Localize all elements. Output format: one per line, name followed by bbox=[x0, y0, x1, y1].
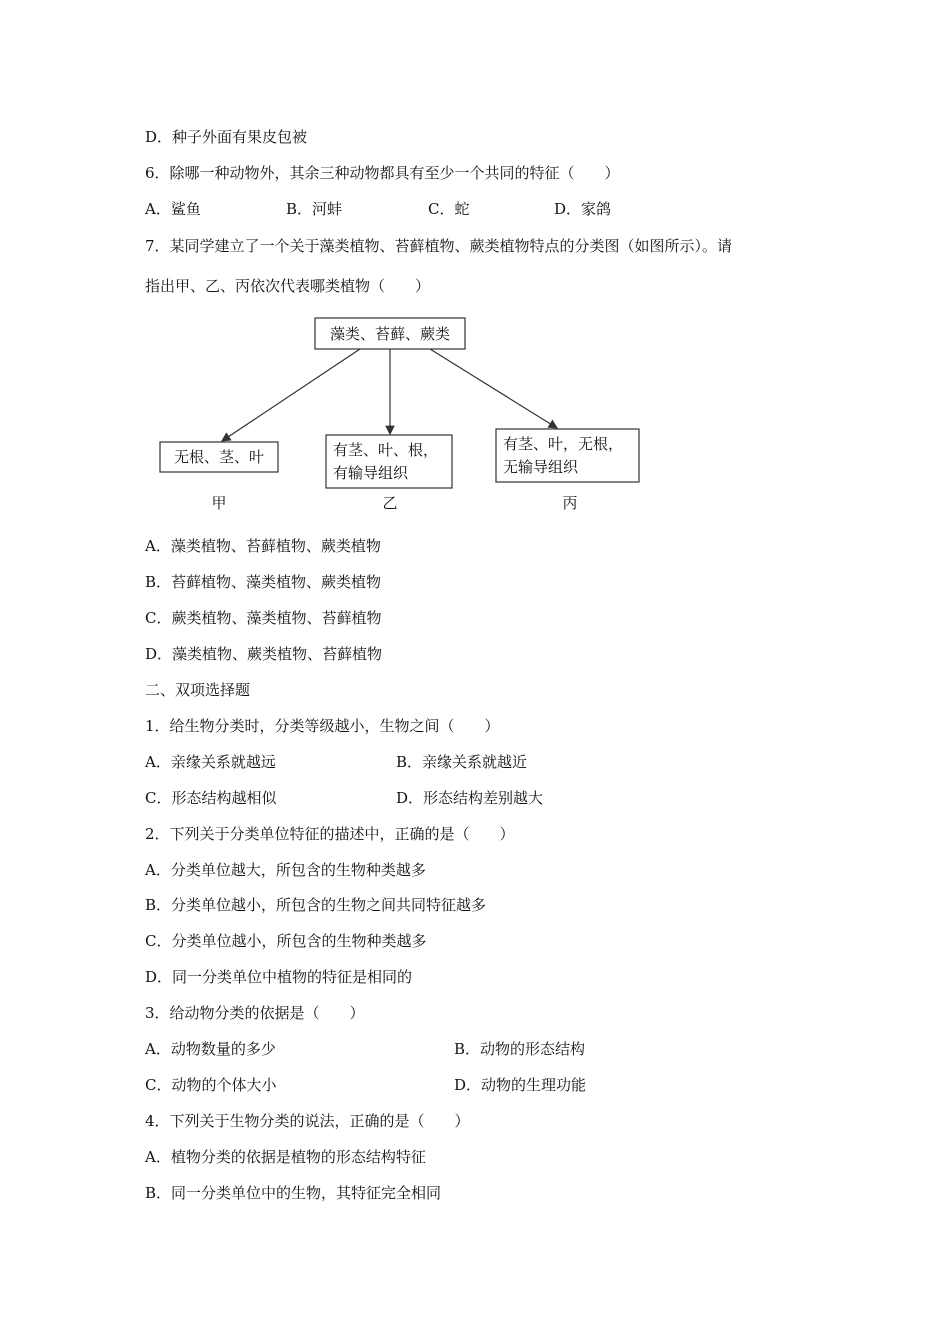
q7-option-b: B．苔藓植物、藻类植物、蕨类植物 bbox=[145, 573, 382, 591]
q7-stem-line2: 指出甲、乙、丙依次代表哪类植物（ ） bbox=[145, 277, 431, 295]
diagram-label-jia: 甲 bbox=[211, 494, 227, 512]
diagram-box-yi-line1: 有茎、叶、根， bbox=[333, 441, 439, 459]
s2q3-option-d: D．动物的生理功能 bbox=[454, 1076, 587, 1094]
s2q1-option-d: D．形态结构差别越大 bbox=[396, 789, 544, 807]
q7-option-a: A．藻类植物、苔藓植物、蕨类植物 bbox=[145, 537, 381, 555]
s2q3-stem: 3．给动物分类的依据是（ ） bbox=[145, 1004, 365, 1022]
diagram-arrow-right bbox=[430, 349, 557, 428]
q6-option-a: A．鲨鱼 bbox=[145, 200, 201, 218]
s2q1-stem: 1．给生物分类时，分类等级越小，生物之间（ ） bbox=[145, 717, 500, 735]
q6-option-d: D．家鸽 bbox=[554, 200, 612, 218]
s2q2-option-d: D．同一分类单位中植物的特征是相同的 bbox=[145, 968, 413, 986]
q6-option-b: B．河蚌 bbox=[286, 200, 343, 218]
diagram-label-bing: 丙 bbox=[562, 494, 578, 512]
q7-option-d: D．藻类植物、蕨类植物、苔藓植物 bbox=[145, 645, 383, 663]
diagram-box-bing-line2: 无输导组织 bbox=[503, 458, 579, 476]
diagram-root-label: 藻类、苔藓、蕨类 bbox=[329, 325, 451, 343]
q7-option-c: C．蕨类植物、藻类植物、苔藓植物 bbox=[145, 609, 382, 627]
diagram-arrow-left bbox=[222, 349, 360, 441]
classification-diagram bbox=[150, 310, 650, 520]
diagram-box-jia-text: 无根、茎、叶 bbox=[173, 448, 265, 466]
diagram-label-yi: 乙 bbox=[382, 494, 398, 512]
s2q1-option-b: B．亲缘关系就越近 bbox=[396, 753, 528, 771]
s2q1-option-c: C．形态结构越相似 bbox=[145, 789, 277, 807]
q6-option-c: C．蛇 bbox=[428, 200, 470, 218]
s2q3-option-a: A．动物数量的多少 bbox=[145, 1040, 276, 1058]
s2q2-stem: 2．下列关于分类单位特征的描述中，正确的是（ ） bbox=[145, 825, 515, 843]
s2q2-option-a: A．分类单位越大，所包含的生物种类越多 bbox=[145, 861, 426, 879]
q6-stem: 6．除哪一种动物外，其余三种动物都具有至少一个共同的特征（ ） bbox=[145, 164, 620, 182]
s2q4-option-a: A．植物分类的依据是植物的形态结构特征 bbox=[145, 1148, 426, 1166]
s2q2-option-b: B．分类单位越小，所包含的生物之间共同特征越多 bbox=[145, 896, 487, 914]
q7-stem-line1: 7．某同学建立了一个关于藻类植物、苔藓植物、蕨类植物特点的分类图（如图所示）。请 bbox=[145, 237, 733, 255]
diagram-box-yi-line2: 有输导组织 bbox=[333, 464, 409, 482]
s2q4-stem: 4．下列关于生物分类的说法，正确的是（ ） bbox=[145, 1112, 470, 1130]
diagram-box-bing-line1: 有茎、叶，无根， bbox=[503, 435, 624, 453]
s2q1-option-a: A．亲缘关系就越远 bbox=[145, 753, 276, 771]
s2q3-option-c: C．动物的个体大小 bbox=[145, 1076, 277, 1094]
q5-option-d: D．种子外面有果皮包被 bbox=[145, 128, 308, 146]
section-title: 二、双项选择题 bbox=[145, 681, 251, 699]
s2q3-option-b: B．动物的形态结构 bbox=[454, 1040, 586, 1058]
s2q4-option-b: B．同一分类单位中的生物，其特征完全相同 bbox=[145, 1184, 442, 1202]
s2q2-option-c: C．分类单位越小，所包含的生物种类越多 bbox=[145, 932, 427, 950]
